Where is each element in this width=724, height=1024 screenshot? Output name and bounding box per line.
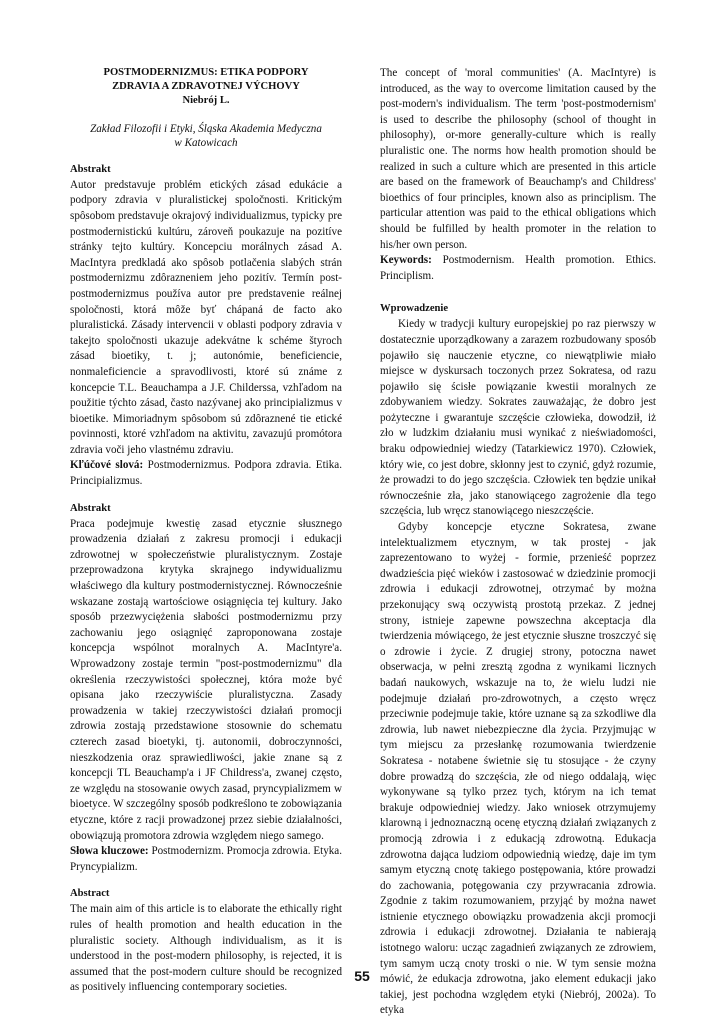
author-name: Niebrój L. bbox=[182, 95, 230, 107]
abstract-polish-body: Praca podejmuje kwestię zasad etycznie słusznego prowadzenia działań z zakresu promocji i edukacji zdrowotnej w społeczeństwie pluralistycznym. Zostaje przeprowadzona krytyka skrajnego indywidualizmu właściwego dla kultury postmodernistycznej. Równocześnie wskazane zostają wartościowe osiągnięcia tej kultury. Jako sposób przezwyciężenia słabości postmodernizmu przy zachowaniu jego osiągnięć zaproponowana zostaje koncepcja wspólnot moralnych A. MacIntyre'a. Wprowadzony zostaje termin "post-postmodernizmu" dla określenia rzeczywistości społecznej, która może być opisana jako rzeczywiście pluralistyczna. Zasady prowadzenia w takiej rzeczywistości działań promocji zdrowia zostają przedstawione stosownie do schematu czterech zasad bioetyki, tj. autonomii, dobroczynności, nieszkodzenia oraz sprawiedliwości, jakie znane są z koncepcji TL Beauchamp'a i JF Childress'a, zwanej często, ze względu na stosowanie owych zasad, pryncypializmem w bioetyce. W szczególny sposób podkreślono te zobowiązania etyczne, które z racji prowadzonej przez siebie działalności, obowiązują promotora zdrowia względem niego samego. bbox=[70, 517, 342, 842]
abstract-english-heading: Abstract bbox=[70, 888, 110, 900]
introduction-paragraph-1: Kiedy w tradycji kultury europejskiej po raz pierwszy w dostatecznie uporządkowany a zarazem rozbudowany sposób pojawiło się nauczenie etyczne, co niewątpliwie miało miejsce w dyskursach toczonych przez Sokratesa, od razu pojawiło się ścisłe powiązanie kwestii moralnych ze zdobywaniem wiedzy. Sokrates zauważając, że dobro jest pożyteczne i gwarantuje szczęście człowieka, dowodził, iż zło w ludzkim działaniu musi wynikać z nieświadomości, braku odpowiedniej wiedzy (Tatarkiewicz 1970). Człowiek, który wie, co jest dobre, skłonny jest to czynić, gdyż rozumie, że prowadzi to do jego szczęścia. Człowiek ten będzie unikał równocześnie zła, jako stanowiącego zagrożenie dla tego szczęścia, lub wręcz stanowiącego nieszczęście. bbox=[380, 318, 656, 518]
abstract-polish bbox=[70, 502, 342, 876]
introduction-section bbox=[380, 302, 656, 1019]
affiliation bbox=[70, 122, 342, 151]
abstract-english-keywords bbox=[380, 253, 656, 284]
introduction-paragraph-2: Gdyby koncepcje etyczne Sokratesa, zwane intelektualizmem etycznym, w tak prostej - jak zaprezentowano to wyżej - formie, przenieść poprzez dwadzieścia pięć wieków i zastosować w dziedzinie promocji zdrowia i edukacji zdrowotnej, otrzymać by można przekonujący swą oczywistą prostotą przekaz. Z jednej strony, istnieje zapewne powszechna akceptacja dla twierdzenia mówiącego, że jest etycznie słuszne troszczyć się o zdrowie i życie. Z drugiej strony, potoczna nawet obserwacja, w pełni zresztą zgodna z wynikami licznych badań naukowych, wskazuje na to, że wielu ludzi nie podejmuje działań pro-zdrowotnych, a często wręcz przeciwnie podejmuje takie, które uznane są za szkodliwe dla zdrowia, lub nawet niebezpieczne dla życia. Przyjmując w tym miejscu za przesłankę rozumowania twierdzenie Sokratesa - notabene świetnie się tu stosujące - że czyny dobre prowadzą do szczęścia, złe od niego oddalają, więc wykonywane są tylko przez tych, którym na ich temat brakuje odpowiedniej wiedzy. Jako wniosek otrzymujemy klarowną i jednoznaczną ocenę etyczną działań związanych z promocją zdrowia i z edukacją zdrowotną. Edukacja zdrowotna dająca ludziom odpowiednią wiedzę, daje im tym samym etyczną cnotę takiego postępowania, które prowadzi do zachowania, potęgowania czy przywracania zdrowia. Zgodnie z takim rozumowaniem, przyjąć by można nawet istnienie etycznego obowiązku prowadzenia akcji promocji zdrowia i edukacji zdrowotnej. Działania te nabierają istotnego waloru: ucząc zagadnień związanych ze zdrowiem, tym samym uczą cnoty troski o nie. W tym sensie można mówić, że edukacja zdrowotna, jako element edukacji jako takiej, jest pochodna względem etyki (Niebrój, 2002a). To etyka bbox=[380, 521, 656, 1017]
abstract-slovak-keywords bbox=[70, 458, 342, 489]
title-line-2: ZDRAVIA A ZDRAVOTNEJ VÝCHOVY bbox=[112, 81, 300, 93]
introduction-heading: Wprowadzenie bbox=[380, 303, 449, 315]
affiliation-line-1: Zakład Filozofii i Etyki, Śląska Akademia Medyczna bbox=[90, 122, 322, 135]
abstract-english-body: The main aim of this article is to elaborate the ethically right rules of health promotion and health education in the pluralistic society. Although individualism, as it is understood in the post-modern philosophy, is rejected, it is assumed that the post-modern culture should be recognized as positively influencing contemporary societies. bbox=[70, 903, 342, 994]
left-column bbox=[70, 66, 342, 996]
affiliation-line-2: w Katowicach bbox=[174, 137, 238, 150]
abstract-slovak-heading: Abstrakt bbox=[70, 163, 111, 175]
abstract-english-body-continued: The concept of 'moral communities' (A. MacIntyre) is introduced, as the way to overcome limitation caused by the post-modern's individualism. The term 'post-postmodernism' is used to describe the philosophy (school of thought in philosophy), or-more generally-culture which is really pluralistic one. The norms how health promotion should be realized in such a culture which are presented in this article are based on the framework of Beauchamp's and Childress' bioethics of four principles, known also as principlism. The particular attention was paid to the ethical obligations which should be fulfilled by health promoter in the relation to his/her own person. bbox=[380, 67, 656, 251]
keywords-text: Postmodernism. Health promotion. Ethics. Principlism. bbox=[380, 254, 656, 282]
article-title bbox=[70, 66, 342, 109]
abstract-slovak bbox=[70, 163, 342, 490]
abstract-polish-keywords bbox=[70, 844, 342, 875]
keywords-text: Postmodernizm. Promocja zdrowia. Etyka. Pryncypializm. bbox=[70, 845, 342, 873]
abstract-polish-heading: Abstrakt bbox=[70, 502, 111, 514]
keywords-label: Kľúčové slová: bbox=[70, 459, 144, 472]
keywords-label: Słowa kluczowe: bbox=[70, 845, 149, 858]
page-number: 55 bbox=[354, 968, 370, 984]
abstract-slovak-body: Autor predstavuje problém etických zásad edukácie a podpory zdravia v pluralistickej spoločnosti. Kritickým spôsobom predstavuje okrajový individualizmus, typicky pre postmodernistickú kultúru, zároveň poukazuje na pozitíve stránky tejto kultúry. Koncepciu morálnych zásad A. MacIntyra predkladá ako spôsob potlačenia slabých strán postmodernizmu zdôrazneniem jeho pozitív. Termín post-postmodernizmus používa autor pre predstavenie reálnej spoločnosti, ktorá môže byť chápaná de facto ako pluralistická. Zásady intervencii v oblasti podpory zdravia v takejto spoločnosti ukazuje adekvátne k schéme štyroch zásad bioetiky, t. j; autonómie, beneficiencie, nonmaleficiencie a spravodlivosti, ktoré sú známe z koncepcie T.L. Beauchampa a J.F. Childerssa, vzhľadom na použitie týchto zásad, často nazývanej ako principializmus v bioetike. Mimoriadnym spôsobom sú zdôraznené tie etické povinnosti, ktoré vzhľadom na aktivitu, zavazujú promótora zdravia voči jeho vlastnému zdraviu. bbox=[70, 178, 342, 456]
right-column bbox=[380, 66, 656, 1019]
keywords-text: Postmodernizmus. Podpora zdravia. Etika. Principializmus. bbox=[70, 459, 342, 488]
keywords-label: Keywords: bbox=[380, 254, 432, 267]
title-line-1: POSTMODERNIZMUS: ETIKA PODPORY bbox=[103, 67, 309, 78]
